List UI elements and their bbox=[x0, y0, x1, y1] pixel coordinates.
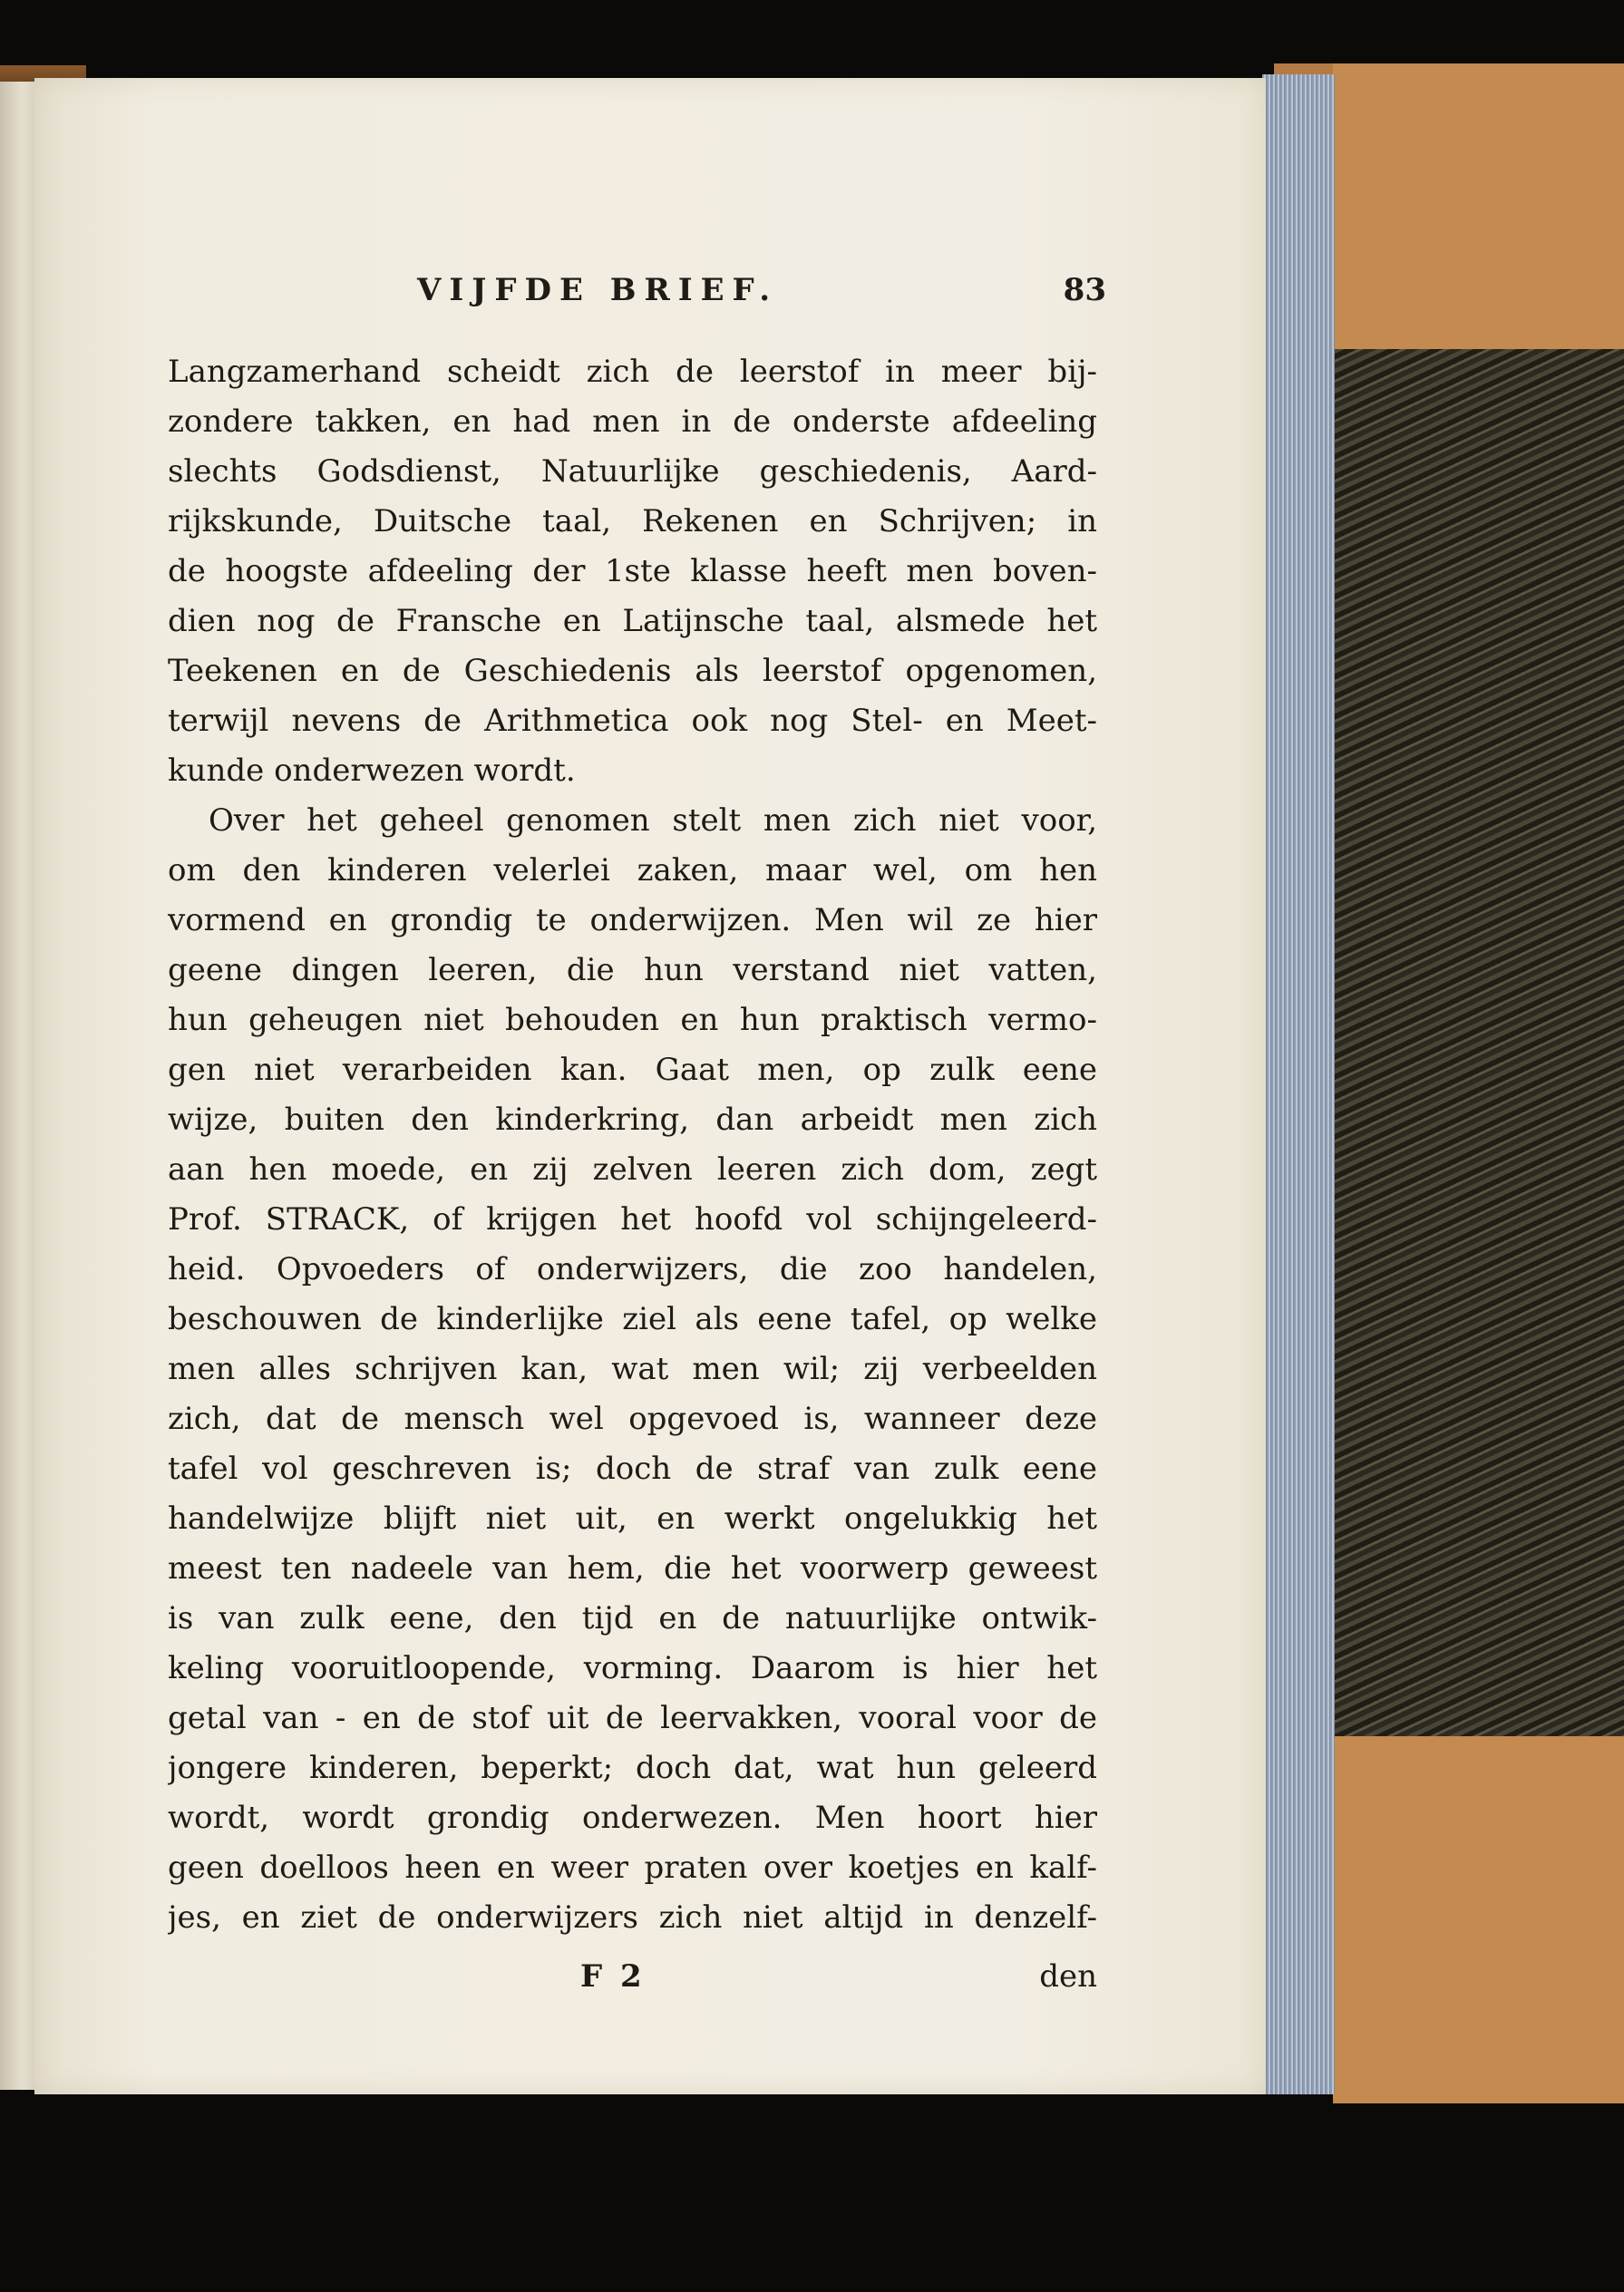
text-line: hun geheugen niet behouden en hun praktisch vermo- bbox=[168, 1002, 1097, 1038]
text-line: terwijl nevens de Arithmetica ook nog Stel- en Meet- bbox=[168, 703, 1097, 739]
page-fore-edge bbox=[1262, 74, 1335, 2094]
text-line: beschouwen de kinderlijke ziel als eene tafel, op welke bbox=[168, 1301, 1097, 1337]
text-line: rijkskunde, Duitsche taal, Rekenen en Schrijven; in bbox=[168, 503, 1097, 539]
text-line: Prof. STRACK, of krijgen het hoofd vol schijngeleerd- bbox=[168, 1201, 1097, 1238]
text-line: kunde onderwezen wordt. bbox=[168, 753, 576, 789]
body-text bbox=[168, 347, 1097, 1943]
text-line: men alles schrijven kan, wat men wil; zij verbeelden bbox=[168, 1351, 1097, 1387]
page-header bbox=[417, 272, 1106, 326]
text-line: keling vooruitloopende, vorming. Daarom is hier het bbox=[168, 1650, 1097, 1686]
text-line: jongere kinderen, beperkt; doch dat, wat hun geleerd bbox=[168, 1750, 1097, 1786]
text-line: wordt, wordt grondig onderwezen. Men hoort hier bbox=[168, 1800, 1097, 1836]
running-title: VIJFDE BRIEF. bbox=[417, 272, 779, 308]
text-line: Teekenen en de Geschiedenis als leerstof opgenomen, bbox=[168, 653, 1097, 689]
text-line: gen niet verarbeiden kan. Gaat men, op zulk eene bbox=[168, 1052, 1097, 1088]
text-line: Langzamerhand scheidt zich de leerstof in meer bij- bbox=[168, 354, 1097, 390]
text-line: zich, dat de mensch wel opgevoed is, wanneer deze bbox=[168, 1401, 1097, 1437]
text-line: jes, en ziet de onderwijzers zich niet altijd in denzelf- bbox=[168, 1899, 1097, 1936]
text-line: dien nog de Fransche en Latijnsche taal, alsmede het bbox=[168, 603, 1097, 639]
text-line: zondere takken, en had men in de onderste afdeeling bbox=[168, 403, 1097, 440]
signature-mark: F 2 bbox=[580, 1958, 646, 1995]
book-cover-marbled bbox=[1333, 63, 1624, 2103]
text-line: aan hen moede, en zij zelven leeren zich dom, zegt bbox=[168, 1151, 1097, 1188]
catchword: den bbox=[1039, 1958, 1097, 1995]
left-page-edge bbox=[0, 82, 36, 2090]
text-line: heid. Opvoeders of onderwijzers, die zoo handelen, bbox=[168, 1251, 1097, 1287]
page-number: 83 bbox=[1063, 272, 1106, 308]
text-line: geen doelloos heen en weer praten over koetjes en kalf- bbox=[168, 1850, 1097, 1886]
text-line: wijze, buiten den kinderkring, dan arbeidt men zich bbox=[168, 1102, 1097, 1138]
text-line: om den kinderen velerlei zaken, maar wel, om hen bbox=[168, 852, 1097, 889]
text-line: vormend en grondig te onderwijzen. Men wil ze hier bbox=[168, 902, 1097, 938]
text-line: de hoogste afdeeling der 1ste klasse heeft men boven- bbox=[168, 553, 1097, 589]
text-line: getal van - en de stof uit de leervakken, vooral voor de bbox=[168, 1700, 1097, 1736]
text-line: meest ten nadeele van hem, die het voorwerp geweest bbox=[168, 1550, 1097, 1587]
text-line: geene dingen leeren, die hun verstand niet vatten, bbox=[168, 952, 1097, 988]
text-line: is van zulk eene, den tijd en de natuurlijke ontwik- bbox=[168, 1600, 1097, 1636]
text-line: slechts Godsdienst, Natuurlijke geschiedenis, Aard- bbox=[168, 453, 1097, 490]
page-footer bbox=[168, 1958, 1097, 2008]
text-line: tafel vol geschreven is; doch de straf van zulk eene bbox=[168, 1451, 1097, 1487]
text-line: Over het geheel genomen stelt men zich niet voor, bbox=[209, 802, 1097, 839]
text-line: handelwijze blijft niet uit, en werkt ongelukkig het bbox=[168, 1500, 1097, 1537]
